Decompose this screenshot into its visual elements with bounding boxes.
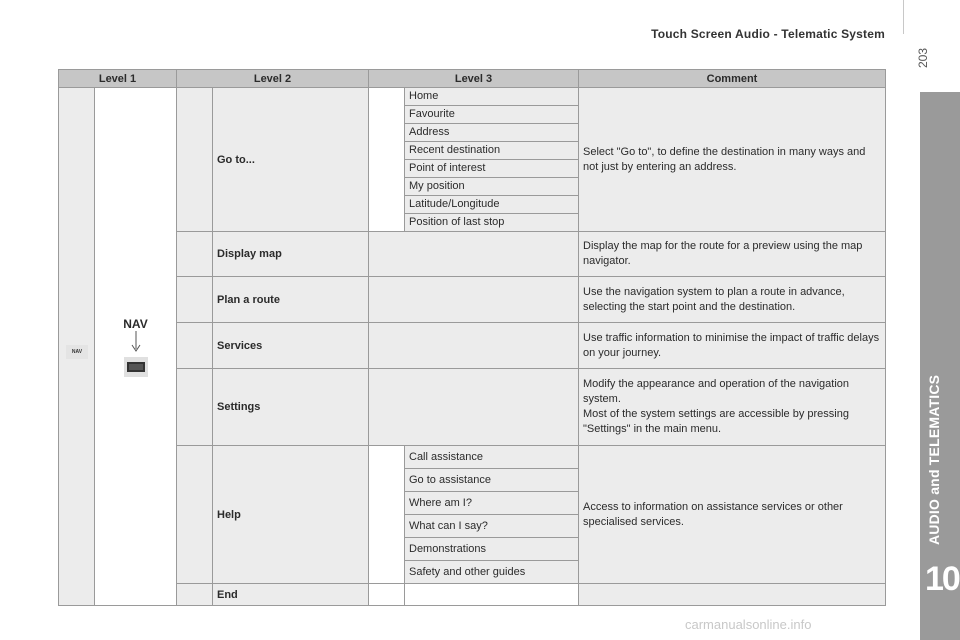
table-header-row (59, 70, 886, 88)
level1-label: NAV (123, 316, 148, 331)
list-item: Where am I? (405, 492, 579, 515)
level2-goto: Go to... (213, 88, 369, 232)
level2-display-map: Display map (213, 232, 369, 277)
comment-goto: Select "Go to", to define the destination in many ways and not just by entering an address. (579, 88, 886, 232)
list-item: Recent destination (405, 142, 579, 160)
column-header-level1: Level 1 (59, 70, 177, 88)
level2-end: End (213, 584, 369, 606)
list-item: Home (405, 88, 579, 106)
table-row (59, 232, 886, 277)
list-item: Position of last stop (405, 214, 579, 232)
comment-services: Use traffic information to minimise the impact of traffic delays on your journey. (579, 323, 886, 369)
list-item: Address (405, 124, 579, 142)
list-item: Point of interest (405, 160, 579, 178)
level2-plan-route: Plan a route (213, 277, 369, 323)
list-item: What can I say? (405, 515, 579, 538)
navigation-menu-table (58, 69, 886, 606)
header-divider (903, 0, 904, 34)
list-item: My position (405, 178, 579, 196)
down-arrow-icon (130, 331, 142, 353)
page-number: 203 (916, 47, 930, 68)
level1-nav-cell (95, 88, 177, 606)
level2-settings: Settings (213, 369, 369, 446)
level2-services: Services (213, 323, 369, 369)
comment-display-map: Display the map for the route for a preview using the map navigator. (579, 232, 886, 277)
table-row (59, 584, 886, 606)
chapter-number: 10 (925, 560, 959, 598)
comment-settings-line2: Most of the system settings are accessible by pressing "Settings" in the main menu. (583, 408, 849, 435)
comment-plan-route: Use the navigation system to plan a route in advance, selecting the start point and the destination. (579, 277, 886, 323)
list-item: Favourite (405, 106, 579, 124)
column-header-comment: Comment (579, 70, 886, 88)
table-row (59, 446, 886, 469)
list-item: Latitude/Longitude (405, 196, 579, 214)
column-header-level3: Level 3 (369, 70, 579, 88)
level2-help: Help (213, 446, 369, 584)
nav-button-badge: NAV (66, 345, 88, 359)
table-row (59, 323, 886, 369)
table-row (59, 369, 886, 446)
comment-help: Access to information on assistance services or other specialised services. (579, 446, 886, 584)
list-item: Safety and other guides (405, 561, 579, 584)
list-item: Go to assistance (405, 469, 579, 492)
table-row (59, 88, 886, 106)
list-item: Demonstrations (405, 538, 579, 561)
screen-icon (124, 357, 148, 377)
column-header-level2: Level 2 (177, 70, 369, 88)
watermark: carmanualsonline.info (685, 617, 812, 632)
comment-settings-line1: Modify the appearance and operation of the navigation system. (583, 378, 850, 405)
page-header-title: Touch Screen Audio - Telematic System (651, 27, 885, 41)
comment-settings (579, 369, 886, 446)
chapter-label: AUDIO and TELEMATICS (926, 374, 942, 545)
table-row (59, 277, 886, 323)
list-item: Call assistance (405, 446, 579, 469)
